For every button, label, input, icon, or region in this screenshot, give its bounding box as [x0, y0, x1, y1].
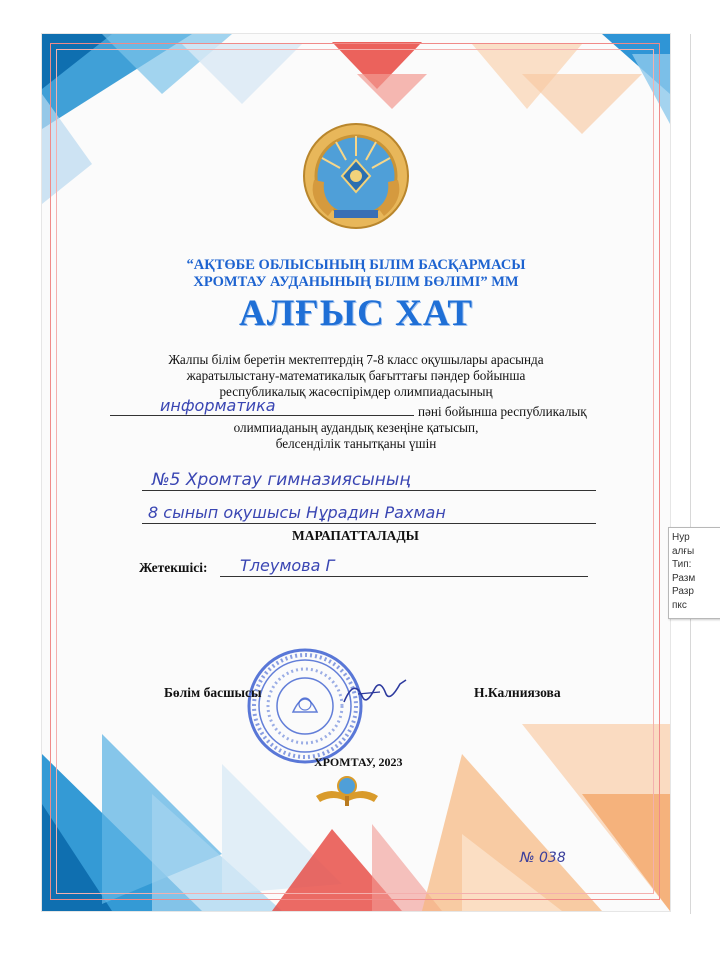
subject-underline — [110, 415, 414, 416]
org-name-line1: “АҚТӨБЕ ОБЛЫСЫНЫҢ БІЛІМ БАСҚАРМАСЫ — [186, 257, 526, 273]
open-book-icon — [312, 774, 382, 810]
tooltip-line: Тип: — [672, 559, 692, 570]
body-text-line3: республикалық жасөспірімдер олимпиадасының — [219, 384, 493, 399]
supervisor-label: Жетекшісі: — [139, 560, 208, 575]
body-text-line2: жаратылыстану-математикалық бағыттағы пәндер бойынша — [186, 368, 526, 383]
tooltip-line: Нур — [672, 532, 690, 543]
body-text-line6: белсенділік танытқаны үшін — [275, 436, 437, 451]
head-label: Бөлім басшысы — [164, 685, 262, 700]
body-text-line5: олимпиаданың аудандық кезеңіне қатысып, — [233, 420, 479, 435]
certificate-page — [42, 34, 670, 911]
city-year: ХРОМТАУ, 2023 — [314, 755, 403, 769]
tooltip-line: Разм — [672, 572, 696, 584]
number-handwritten: № 038 — [520, 850, 566, 866]
body-text-line4: пәні бойынша республикалық — [418, 404, 587, 419]
head-name: Н.Калниязова — [474, 685, 561, 700]
file-info-tooltip — [668, 527, 720, 619]
viewer-edge — [690, 34, 691, 914]
body-text-line1: Жалпы білім беретін мектептердің 7-8 класс оқушылары арасында — [168, 352, 544, 367]
tooltip-line: пкс — [672, 599, 687, 611]
student-handwritten-line2: 8 сынып оқушысы Нұрадин Рахман — [148, 503, 446, 522]
supervisor-underline — [220, 576, 588, 577]
awarded-label: МАРАПАТТАЛАДЫ — [292, 528, 419, 543]
subject-handwritten: информатика — [160, 396, 276, 415]
student-handwritten-line1: №5 Хромтау гимназиясының — [152, 470, 411, 490]
student-underline1 — [142, 490, 596, 491]
org-name-line2: ХРОМТАУ АУДАНЫНЫҢ БІЛІМ БӨЛІМІ” ММ — [193, 274, 519, 290]
certificate-title: АЛҒЫС ХАТ — [239, 293, 473, 334]
kazakhstan-emblem-icon — [300, 120, 412, 232]
tooltip-line: алғы — [672, 545, 695, 557]
tooltip-line: Разр — [672, 586, 694, 597]
student-underline2 — [142, 523, 596, 524]
supervisor-name-handwritten: Тлеумова Г — [240, 556, 335, 575]
signature-icon — [340, 672, 410, 712]
